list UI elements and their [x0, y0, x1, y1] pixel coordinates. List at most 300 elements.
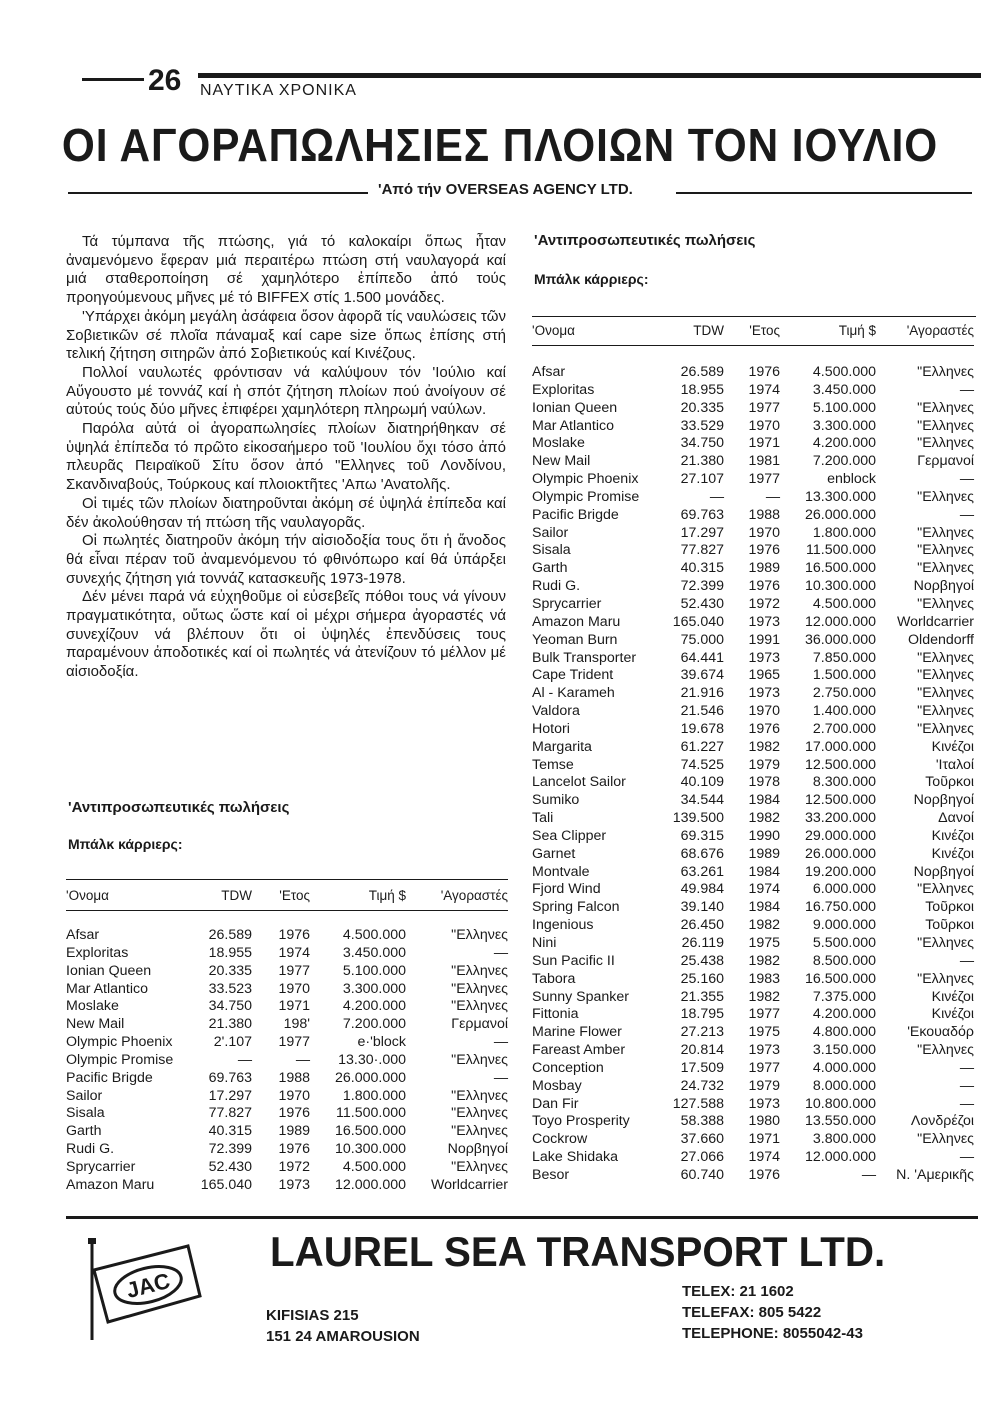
table-row [532, 774, 974, 792]
ship-name: Sunny Spanker [532, 988, 630, 1005]
ship-price: 7.200.000 [342, 1016, 406, 1033]
ship-buyers: — [959, 1149, 974, 1166]
ship-year: 1984 [748, 863, 780, 880]
ship-buyers: "Ελληνες [917, 685, 974, 702]
ship-tdw: 27.066 [680, 1149, 724, 1166]
ship-buyers: "Ελληνες [917, 667, 974, 684]
advert-telephone: TELEPHONE: 8055042-43 [682, 1325, 863, 1342]
ship-tdw: 19.678 [680, 720, 724, 737]
ship-year: 1974 [748, 1149, 780, 1166]
ship-buyers: Νορβηγοί [913, 863, 974, 880]
table-row [532, 614, 974, 632]
article-title: ΟΙ ΑΓΟΡΑΠΩΛΗΣΙΕΣ ΠΛΟΙΩΝ ΤΟΝ ΙΟΥΛΙΟ [61, 119, 939, 171]
table-row [66, 927, 508, 945]
ship-buyers: Κινέζοι [931, 988, 974, 1005]
ship-tdw: 77.827 [208, 1105, 252, 1122]
ship-price: 7.375.000 [812, 988, 876, 1005]
table-row [532, 667, 974, 685]
ship-price: 1.800.000 [342, 1087, 406, 1104]
ship-year: 1973 [278, 1176, 310, 1193]
header-rule-left [82, 78, 144, 81]
column-header-buyers: 'Αγοραστές [440, 888, 508, 903]
ship-name: Olympic Phoenix [532, 471, 639, 488]
section-title-left: 'Αντιπροσωπευτικές πωλήσεις [68, 799, 290, 816]
ship-price: 3.450.000 [812, 381, 876, 398]
table-row [532, 489, 974, 507]
ship-tdw: 40.109 [680, 774, 724, 791]
ship-year: 1970 [278, 980, 310, 997]
ship-name: Rudi G. [532, 578, 581, 595]
ship-name: Olympic Promise [66, 1051, 174, 1068]
ship-name: Sprycarrier [532, 595, 602, 612]
ship-price: 5.500.000 [812, 935, 876, 951]
ship-tdw: 34.544 [680, 792, 724, 809]
paragraph: 'Υπάρχει ἀκόμη μεγάλη ἀσάφεια ὅσον ἀφορᾶ τίς ναυλώσεις τῶν Σοβιετικῶν σέ πλοῖα πάναμαξ καί cape size ὅπως ἐπίσης στή τελική ζήτηση σιτηρῶν ἀπό Σοβιετικούς καί Κινέζους. [66, 307, 506, 363]
ship-tdw: 34.750 [680, 435, 724, 452]
ship-name: Rudi G. [66, 1141, 115, 1158]
ship-price: 8.000.000 [812, 1077, 876, 1094]
table-row [532, 989, 974, 1007]
ship-tdw: 39.674 [680, 667, 724, 684]
ship-year: 1971 [748, 1131, 780, 1148]
ship-price: 33.200.000 [804, 810, 876, 827]
ship-year: 1984 [748, 792, 780, 809]
ship-year: 1982 [748, 952, 780, 969]
ship-price: 10.300.000 [334, 1141, 406, 1158]
ship-buyers: "Ελληνες [917, 703, 974, 720]
ship-name: Mar Atlantico [532, 417, 615, 434]
ship-name: Olympic Promise [532, 488, 640, 505]
column-header-tdw: TDW [221, 888, 252, 903]
subsection-title-left: Μπάλκ κάρριερς: [68, 836, 183, 852]
ship-year: 1973 [748, 1042, 780, 1059]
ship-buyers: "Ελληνες [451, 1087, 508, 1104]
ship-tdw: 18.955 [208, 944, 252, 961]
ship-year: 1975 [748, 1024, 780, 1041]
table-row [66, 1088, 508, 1106]
ship-tdw: 2'.107 [213, 1034, 252, 1051]
advert-top-rule [66, 1216, 978, 1219]
ship-tdw: 17.297 [680, 524, 724, 541]
ship-tdw: 72.399 [680, 578, 724, 595]
column-header-year: 'Ετος [749, 323, 780, 338]
ship-year: 1980 [748, 1113, 780, 1130]
ship-price: 12.500.000 [804, 756, 876, 773]
table-row [532, 953, 974, 971]
ship-buyers: — [959, 1077, 974, 1094]
ship-name: Amazon Maru [532, 613, 621, 630]
ship-name: Pacific Brigde [66, 1069, 153, 1086]
ship-price: 13.30·.000 [338, 1051, 406, 1068]
ship-name: Sailor [532, 524, 569, 541]
ship-name: Besor [532, 1166, 570, 1183]
ship-name: Fjord Wind [532, 881, 601, 898]
ship-tdw: — [237, 1051, 252, 1068]
ship-buyers: 'Εκουαδόρ [907, 1024, 974, 1041]
ship-name: Garth [532, 560, 568, 577]
ship-tdw: 25.160 [680, 970, 724, 987]
ship-tdw: 21.916 [680, 685, 724, 702]
ship-name: Spring Falcon [532, 899, 620, 916]
ship-buyers: "Ελληνες [917, 560, 974, 577]
ship-price: 7.200.000 [812, 453, 876, 470]
ship-price: 11.500.000 [336, 1105, 406, 1122]
ship-name: Yeoman Burn [532, 631, 618, 648]
ship-tdw: 25.438 [680, 952, 724, 969]
paragraph: Παρόλα αὐτά οἱ ἀγοραπωλησίες πλοίων διατηρήθηκαν σέ ὑψηλά ἐπίπεδα τό πρῶτο εἰκοσαήμερο τοῦ 'Ιουλίου ὄχι τόσο ἀπό πλευρᾶς Πειραϊκοῦ Σίτυ ὅσον ἀπό "Ελληνες τοῦ Λονδίνου, Σκανδιναβούς, Τούρκους καί πλοιοκτῆτες 'Απω 'Ανατολῆς. [66, 420, 506, 494]
ship-price: e·'block [357, 1034, 406, 1051]
ship-name: Exploritas [66, 944, 129, 961]
ship-tdw: 27.107 [680, 471, 724, 488]
table-row [532, 1149, 974, 1167]
ship-price: 4.200.000 [812, 1006, 876, 1023]
ship-name: Fittonia [532, 1006, 579, 1023]
ship-name: Al - Karameh [532, 685, 615, 702]
table-row [532, 578, 974, 596]
ship-buyers: "Ελληνες [451, 1051, 508, 1068]
column-header-buyers: 'Αγοραστές [906, 323, 974, 338]
ship-buyers: — [959, 381, 974, 398]
table-row [532, 864, 974, 882]
table-row [66, 1034, 508, 1052]
table-row [532, 418, 974, 436]
ship-year: 1974 [748, 881, 780, 898]
table-row [532, 542, 974, 560]
ship-buyers: "Ελληνες [917, 542, 974, 559]
ship-tdw: 20.335 [680, 399, 724, 416]
ship-name: Sisala [66, 1105, 105, 1122]
ship-buyers: "Ελληνες [917, 970, 974, 987]
ship-year: — [295, 1051, 310, 1068]
table-row [532, 917, 974, 935]
ship-name: Sea Clipper [532, 827, 607, 844]
table-row [66, 981, 508, 999]
ship-price: 3.300.000 [342, 980, 406, 997]
table-row [66, 1123, 508, 1141]
ship-tdw: 40.315 [208, 1123, 252, 1140]
ship-tdw: 21.380 [680, 453, 724, 470]
table-row [532, 757, 974, 775]
ship-name: Fareast Amber [532, 1042, 626, 1059]
ship-name: Pacific Brigde [532, 506, 619, 523]
table-row [66, 1016, 508, 1034]
ship-price: 3.450.000 [342, 944, 406, 961]
ship-price: 16.500.000 [804, 560, 876, 577]
ship-buyers: "Ελληνες [451, 962, 508, 979]
ship-buyers: — [959, 952, 974, 969]
ship-year: 1976 [748, 364, 780, 380]
ship-name: Garnet [532, 845, 576, 862]
table-row [532, 792, 974, 810]
ship-price: 12.500.000 [804, 792, 876, 809]
ship-buyers: "Ελληνες [451, 1123, 508, 1140]
table-header-row [66, 885, 508, 907]
ship-price: 16.750.000 [804, 899, 876, 916]
ship-tdw: 74.525 [680, 756, 724, 773]
ship-year: 1977 [748, 1059, 780, 1076]
paragraph: Δέν μένει παρά νά εὐχηθοῦμε οἱ εὐσεβεῖς πόθοι τους νά γίνουν πραγματικότητα, οὔτως ὥστε καί οἱ μέχρι σήμερα ἀγοραστές νά συνεχίζουν νά βλέπουν ὅτι οἱ ὑψηλές ἐπενδύσεις τους παραμένουν ἀποδοτικές καί οἱ πωλητές νά ἀτενίζουν τό μέλλον μέ αἰσιοδοξία. [66, 588, 506, 681]
table-row [532, 632, 974, 650]
ship-buyers: Λονδρέζοι [910, 1113, 974, 1130]
ship-price: 1.800.000 [812, 524, 876, 541]
ship-name: Hotori [532, 720, 570, 737]
table-row [532, 881, 974, 899]
table-row [532, 1078, 974, 1096]
ship-price: 4.500.000 [342, 1158, 406, 1175]
table-row [532, 1006, 974, 1024]
ship-year: 1988 [278, 1069, 310, 1086]
ship-buyers: — [493, 1069, 508, 1086]
ship-price: 6.000.000 [812, 881, 876, 898]
article-source: 'Από τήν OVERSEAS AGENCY LTD. [378, 181, 633, 198]
ship-tdw: 63.261 [680, 863, 724, 880]
ship-tdw: 165.040 [200, 1176, 252, 1193]
ship-buyers: Τοῦρκοι [925, 774, 974, 791]
ship-tdw: 72.399 [208, 1141, 252, 1158]
ship-buyers: — [959, 471, 974, 488]
column-header-price: Τιμή $ [368, 888, 406, 903]
ship-year: 1973 [748, 649, 780, 666]
ship-price: 4.800.000 [812, 1024, 876, 1041]
ship-tdw: 39.140 [680, 899, 724, 916]
ship-price: 7.850.000 [812, 649, 876, 666]
ship-tdw: 24.732 [680, 1077, 724, 1094]
ship-tdw: 165.040 [672, 613, 724, 630]
ship-tdw: 52.430 [680, 595, 724, 612]
table-rule-top-left [66, 879, 508, 880]
ship-year: 1976 [748, 542, 780, 559]
ship-year: 1982 [748, 988, 780, 1005]
table-header-row [532, 320, 974, 342]
ship-year: 1971 [278, 998, 310, 1015]
table-rule-top-right [532, 316, 976, 317]
ship-price: 13.550.000 [804, 1113, 876, 1130]
table-row [532, 1131, 974, 1149]
ship-year: 1974 [748, 381, 780, 398]
ship-name: New Mail [532, 453, 591, 470]
flag-icon [84, 1232, 204, 1342]
ship-year: 1977 [278, 1034, 310, 1051]
ship-year: 1988 [748, 506, 780, 523]
table-row [532, 739, 974, 757]
ship-year: 1970 [748, 524, 780, 541]
ship-tdw: 18.955 [680, 381, 724, 398]
ship-tdw: 75.000 [680, 631, 724, 648]
ship-tdw: 21.546 [680, 703, 724, 720]
column-header-tdw: TDW [693, 323, 724, 338]
table-row [532, 721, 974, 739]
ship-tdw: 26.450 [680, 917, 724, 934]
ship-year: 1970 [278, 1087, 310, 1104]
ship-price: 26.000.000 [804, 845, 876, 862]
ship-name: Olympic Phoenix [66, 1034, 173, 1051]
ship-price: 19.200.000 [804, 863, 876, 880]
ship-price: enblock [827, 471, 876, 488]
table-row [532, 1167, 974, 1185]
ship-name: Ionian Queen [532, 399, 618, 416]
ship-year: 1979 [748, 756, 780, 773]
ship-tdw: 33.52͏3 [208, 980, 252, 997]
ship-buyers: Νορβηγοί [447, 1141, 508, 1158]
ship-price: 11.500.000 [806, 542, 876, 559]
ship-tdw: 33.529 [680, 417, 724, 434]
ship-buyers: "Ελληνες [917, 1131, 974, 1148]
advert-telefax: TELEFAX: 805 5422 [682, 1304, 822, 1321]
ship-name: Mosbay [532, 1077, 582, 1094]
table-row [532, 364, 974, 382]
ship-buyers: "Ελληνες [917, 417, 974, 434]
ship-name: Exploritas [532, 381, 595, 398]
ship-name: Margarita [532, 738, 592, 755]
ship-tdw: 139.500 [672, 810, 724, 827]
ship-year: 1976 [278, 927, 310, 943]
ship-year: 1990 [748, 827, 780, 844]
ship-name: Moslake [66, 998, 119, 1015]
ship-buyers: "Ελληνες [917, 435, 974, 452]
ship-name: Cape Trident [532, 667, 614, 684]
ship-buyers: Κινέζοι [931, 827, 974, 844]
ship-price: 16.500.000 [804, 970, 876, 987]
table-row [532, 435, 974, 453]
ship-year: 1981 [748, 453, 780, 470]
table-row [66, 1141, 508, 1159]
ship-name: Sisala [532, 542, 571, 559]
ship-price: 10.300.000 [804, 578, 876, 595]
ship-name: Toyo Prosperity [532, 1113, 630, 1130]
ship-buyers: Worldcarrier [897, 613, 974, 630]
ship-tdw: 21.355 [680, 988, 724, 1005]
ship-buyers: — [959, 1095, 974, 1112]
ship-tdw: — [709, 488, 724, 505]
ship-buyers: Oldendorff [908, 631, 974, 648]
publication-name: ΝΑΥΤΙΚΑ ΧΡΟΝΙΚΑ [200, 82, 357, 99]
table-row [532, 703, 974, 721]
table-row [532, 1060, 974, 1078]
ship-buyers: "Ελληνες [451, 980, 508, 997]
ship-tdw: 17.509 [680, 1059, 724, 1076]
ship-price: 4.500.000 [342, 927, 406, 943]
ship-year: 1977 [748, 471, 780, 488]
table-row [66, 1177, 508, 1195]
table-row [532, 935, 974, 953]
ship-buyers: "Ελληνες [917, 881, 974, 898]
ship-tdw: 52.430 [208, 1158, 252, 1175]
ship-tdw: 61.227 [680, 738, 724, 755]
ship-year: 1971 [748, 435, 780, 452]
ship-year: 1974 [278, 944, 310, 961]
ship-price: 4.200.000 [342, 998, 406, 1015]
ship-name: Sprycarrier [66, 1158, 136, 1175]
ship-tdw: 21.380 [208, 1016, 252, 1033]
table-row [532, 971, 974, 989]
ship-year: 1965 [748, 667, 780, 684]
subsection-title-right: Μπάλκ κάρριερς: [534, 271, 649, 287]
ship-buyers: — [493, 944, 508, 961]
ship-name: Lancelot Sailor [532, 774, 626, 791]
column-header-name: 'Ονομα [66, 888, 109, 903]
table-row [532, 846, 974, 864]
table-row [532, 1096, 974, 1114]
ship-price: 26.000.000 [804, 506, 876, 523]
header-underline [66, 910, 508, 911]
ship-buyers: "Ελληνες [451, 1158, 508, 1175]
ship-buyers: Κινέζοι [931, 845, 974, 862]
ship-buyers: Worldcarrier [431, 1176, 508, 1193]
table-row [66, 1105, 508, 1123]
ship-year: 1977 [278, 962, 310, 979]
ship-year: 1991 [748, 631, 780, 648]
advert-company: LAUREL SEA TRANSPORT LTD. [270, 1228, 886, 1275]
ship-year: 1989 [278, 1123, 310, 1140]
ship-tdw: 49.984 [680, 881, 724, 898]
table-row [532, 471, 974, 489]
section-title-right: 'Αντιπροσωπευτικές πωλήσεις [534, 232, 756, 249]
ship-price: 8.300.000 [812, 774, 876, 791]
ship-buyers: "Ελληνες [917, 935, 974, 951]
ship-price: 4.200.000 [812, 435, 876, 452]
ship-tdw: 69.763 [680, 506, 724, 523]
table-row [66, 945, 508, 963]
ship-tdw: 40.315 [680, 560, 724, 577]
table-row [532, 828, 974, 846]
table-row [66, 963, 508, 981]
ship-tdw: 18.795 [680, 1006, 724, 1023]
table-row [532, 1113, 974, 1131]
paragraph: Τά τύμπανα τῆς πτώσης, γιά τό καλοκαίρι ὅπως ἦταν ἀναμενόμενο ἔφεραν μιά περαιτέρω πτώση στή ναυλαγορά καί μιά σταθεροποίηση σέ χαμηλότερο ἐπίπεδο ἀπό τούς προηγούμενους μῆνες μέ τό BIFFEX στίς 1.500 μονάδες. [66, 233, 506, 307]
ship-buyers: "Ελληνες [917, 1042, 974, 1059]
ship-year: 1976 [748, 578, 780, 595]
ship-tdw: 127.588 [672, 1095, 724, 1112]
ship-buyers: "Ελληνες [451, 927, 508, 943]
ship-buyers: Τοῦρκοι [925, 917, 974, 934]
ship-buyers: "Ελληνες [451, 1105, 508, 1122]
ship-name: Afsar [66, 927, 100, 943]
ship-name: Afsar [532, 364, 566, 380]
ship-buyers: "Ελληνες [917, 649, 974, 666]
table-row [532, 899, 974, 917]
ship-buyers: Γερμανοί [451, 1016, 508, 1033]
ship-name: Ingenious [532, 917, 594, 934]
ship-buyers: "Ελληνες [917, 399, 974, 416]
ship-buyers: Κινέζοι [931, 738, 974, 755]
ship-name: Marine Flower [532, 1024, 622, 1041]
ship-price: 3.800.000 [812, 1131, 876, 1148]
ship-name: Mar Atlantico [66, 980, 149, 997]
table-row [66, 1070, 508, 1088]
ship-price: — [861, 1166, 876, 1183]
ship-year: 198' [283, 1016, 310, 1033]
paragraph: Πολλοί ναυλωτές φρόντισαν νά καλύψουν τόν 'Ιούλιο καί Αὔγουστο μέ τοννάζ καί ἡ σπότ ζήτηση πλοίων πού ἀνοίγουν σέ αὐτούς τούς δύο μῆνες ἐπιφέρει χαμηλότερη πληρωμή ναύλων. [66, 363, 506, 419]
ship-tdw: 34.750 [208, 998, 252, 1015]
ship-table-right [532, 320, 974, 1185]
ship-tdw: 26.589 [208, 927, 252, 943]
ship-price: 17.000.000 [804, 738, 876, 755]
table-row [532, 453, 974, 471]
ship-name: New Mail [66, 1016, 125, 1033]
table-row [532, 1042, 974, 1060]
ship-year: 1977 [748, 399, 780, 416]
ship-name: Temse [532, 756, 574, 773]
ship-price: 12.000.000 [804, 613, 876, 630]
ship-name: Ionian Queen [66, 962, 152, 979]
ship-tdw: 60.740 [680, 1166, 724, 1183]
ship-price: 29.000.000 [804, 827, 876, 844]
ship-buyers: Γερμανοί [917, 453, 974, 470]
ship-name: Garth [66, 1123, 102, 1140]
ship-year: 1970 [748, 703, 780, 720]
ship-tdw: 27.213 [680, 1024, 724, 1041]
ship-buyers: Κινέζοι [931, 1006, 974, 1023]
